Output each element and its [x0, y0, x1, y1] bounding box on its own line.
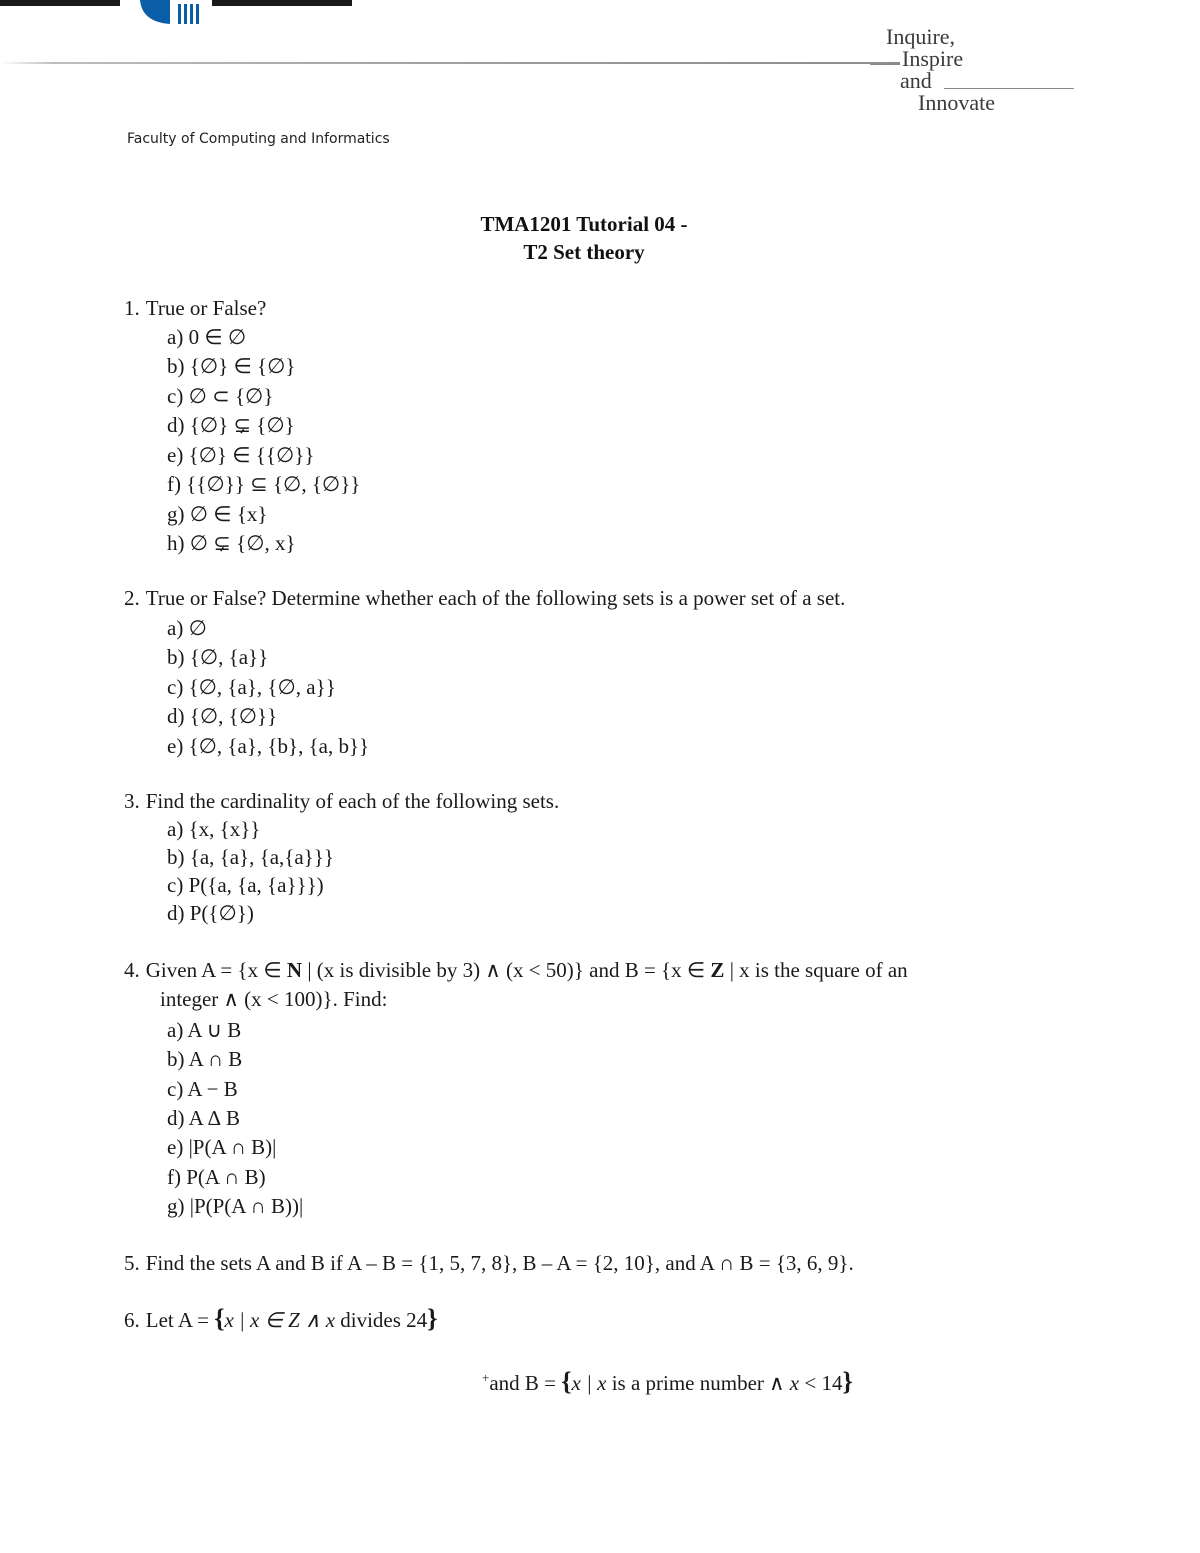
- question-text: Find the sets A and B if A – B = {1, 5, 7, 8}, B – A = {2, 10}, and A ∩ B = {3, 6, 9}.: [145, 1251, 854, 1275]
- set-b-tail: is a prime number ∧: [606, 1371, 790, 1395]
- list-item: a) {x, {x}}: [167, 817, 261, 841]
- question-text-part: | x is the square of an: [724, 958, 908, 982]
- question-1: [124, 296, 266, 321]
- list-item: f) P(A ∩ B): [167, 1165, 266, 1189]
- question-text-part: | (x is divisible by 3) ∧ (x < 50)} and B = {x ∈: [302, 958, 711, 982]
- set-b-end: < 14: [799, 1371, 843, 1395]
- motto: [880, 24, 1080, 114]
- list-item: a) ∅: [167, 616, 207, 640]
- faculty-name: Faculty of Computing and Informatics: [127, 131, 390, 147]
- motto-rule-1: [870, 64, 900, 65]
- header-rule: [0, 62, 900, 64]
- list-item: b) {∅} ∈ {∅}: [167, 354, 296, 378]
- question-text: True or False?: [145, 296, 267, 320]
- list-item: g) ∅ ∈ {x}: [167, 502, 268, 526]
- list-item: c) {∅, {a}, {∅, a}}: [167, 675, 336, 699]
- list-item: e) |P(A ∩ B)|: [167, 1135, 277, 1159]
- list-item: g) |P(P(A ∩ B))|: [167, 1194, 304, 1218]
- list-item: d) {∅} ⊊ {∅}: [167, 413, 295, 437]
- naturals-symbol: N: [286, 958, 303, 982]
- list-item: e) {∅, {a}, {b}, {a, b}}: [167, 734, 370, 758]
- list-item: d) A ∆ B: [167, 1106, 240, 1130]
- motto-line-1: Inquire,: [886, 24, 956, 49]
- question-6: [124, 1304, 437, 1334]
- list-item: f) {{∅}} ⊆ {∅, {∅}}: [167, 472, 361, 496]
- set-close-brace: }: [427, 1304, 438, 1333]
- list-item: d) P({∅}): [167, 901, 254, 925]
- motto-line-3: and: [900, 68, 932, 93]
- question-number: 5.: [124, 1251, 140, 1275]
- question-4: [124, 958, 908, 983]
- page-title: TMA1201 Tutorial 04 -: [480, 212, 688, 236]
- list-item: a) 0 ∈ ∅: [167, 325, 247, 349]
- list-item: d) {∅, {∅}}: [167, 704, 278, 728]
- question-number: 1.: [124, 296, 140, 320]
- question-3: [124, 789, 559, 814]
- set-open-brace: {: [561, 1367, 572, 1396]
- list-item: c) A − B: [167, 1077, 238, 1101]
- question-number: 4.: [124, 958, 140, 982]
- set-close-brace: }: [842, 1367, 853, 1396]
- list-item: b) {∅, {a}}: [167, 645, 269, 669]
- question-number: 6.: [124, 1308, 140, 1332]
- question-number: 2.: [124, 586, 140, 610]
- question-2: [124, 586, 845, 611]
- set-b-lead: and B =: [489, 1371, 557, 1395]
- question-4-continuation: integer ∧ (x < 100)}. Find:: [160, 987, 388, 1011]
- question-number: 3.: [124, 789, 140, 813]
- list-item: e) {∅} ∈ {{∅}}: [167, 443, 315, 467]
- set-open-brace: {: [214, 1304, 225, 1333]
- motto-line-2: Inspire: [902, 46, 964, 71]
- set-builder-tail: divides 24: [335, 1308, 428, 1332]
- list-item: b) {a, {a}, {a,{a}}}: [167, 845, 334, 869]
- list-item: c) P({a, {a, {a}}}): [167, 873, 324, 897]
- list-item: b) A ∩ B: [167, 1047, 243, 1071]
- list-item: c) ∅ ⊂ {∅}: [167, 384, 274, 408]
- set-builder-expression: x | x ∈ Z ∧ x: [224, 1308, 336, 1332]
- university-logo: [0, 0, 360, 28]
- page-subtitle: T2 Set theory: [523, 240, 645, 264]
- question-text: True or False? Determine whether each of the following sets is a power set of a set.: [145, 586, 846, 610]
- question-text-part: Given A = {x ∈: [145, 958, 287, 982]
- motto-line-4: Innovate: [918, 90, 995, 115]
- university-logo-graphic: [0, 0, 360, 28]
- set-b-variable: x: [789, 1371, 800, 1395]
- question-5: [124, 1251, 854, 1276]
- question-6-set-b: [482, 1367, 853, 1397]
- set-b-expression: x | x: [571, 1371, 607, 1395]
- superscript-plus: +: [482, 1370, 490, 1385]
- list-item: h) ∅ ⊊ {∅, x}: [167, 531, 296, 555]
- question-text: Find the cardinality of each of the following sets.: [145, 789, 560, 813]
- integers-symbol: Z: [710, 958, 725, 982]
- list-item: a) A ∪ B: [167, 1018, 242, 1042]
- question-text-part: Let A =: [145, 1308, 209, 1332]
- motto-rule-2: [944, 88, 1074, 89]
